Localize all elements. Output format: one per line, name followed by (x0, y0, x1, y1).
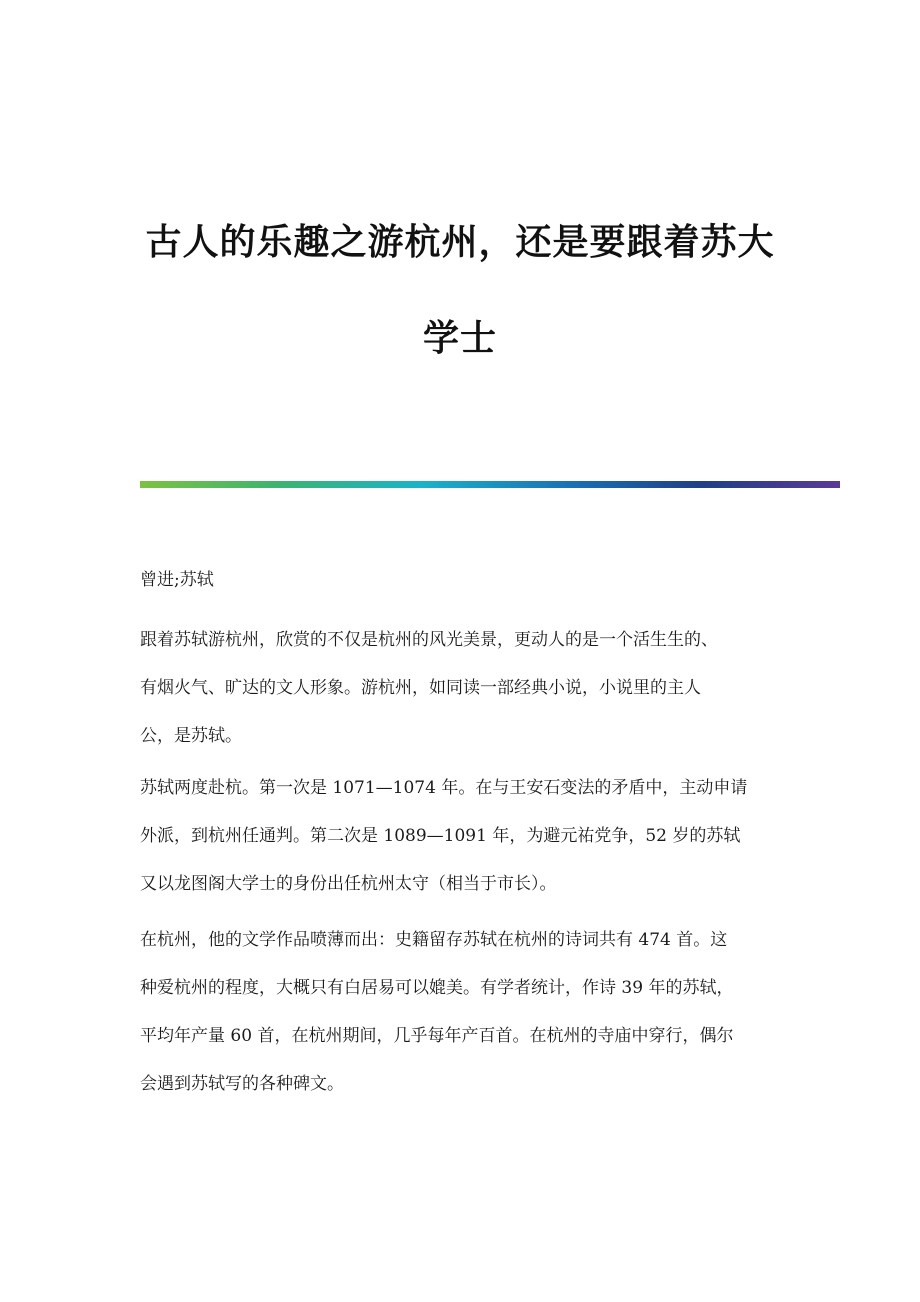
paragraph-line: 外派，到杭州任通判。第二次是 1089—1091 年，为避元祐党争，52 岁的苏轼 (140, 826, 741, 846)
gradient-divider (140, 481, 840, 488)
title-line-2: 学士 (422, 317, 497, 359)
paragraph-line: 种爱杭州的程度，大概只有白居易可以媲美。有学者统计，作诗 39 年的苏轼， (140, 978, 734, 998)
paragraph-line: 在杭州，他的文学作品喷薄而出：史籍留存苏轼在杭州的诗词共有 474 首。这 (140, 930, 728, 950)
paragraph-line: 又以龙图阁大学士的身份出任杭州太守（相当于市长）。 (140, 874, 557, 894)
paragraph-1 (140, 616, 790, 760)
title-line-1: 古人的乐趣之游杭州，还是要跟着苏大 (145, 221, 775, 263)
paragraph-3 (140, 916, 790, 1108)
paragraph-line: 苏轼两度赴杭。第一次是 1071—1074 年。在与王安石变法的矛盾中，主动申请 (140, 778, 748, 798)
paragraph-2 (140, 764, 790, 908)
paragraph-line: 平均年产量 60 首，在杭州期间，几乎每年产百首。在杭州的寺庙中穿行，偶尔 (140, 1026, 734, 1046)
paragraph-line: 有烟火气、旷达的文人形象。游杭州，如同读一部经典小说，小说里的主人 (140, 678, 701, 698)
paragraph-line: 跟着苏轼游杭州，欣赏的不仅是杭州的风光美景，更动人的是一个活生生的、 (140, 630, 718, 650)
paragraph-line: 会遇到苏轼写的各种碑文。 (140, 1074, 344, 1094)
author-line: 曾进;苏轼 (140, 570, 214, 590)
paragraph-line: 公，是苏轼。 (140, 726, 242, 746)
